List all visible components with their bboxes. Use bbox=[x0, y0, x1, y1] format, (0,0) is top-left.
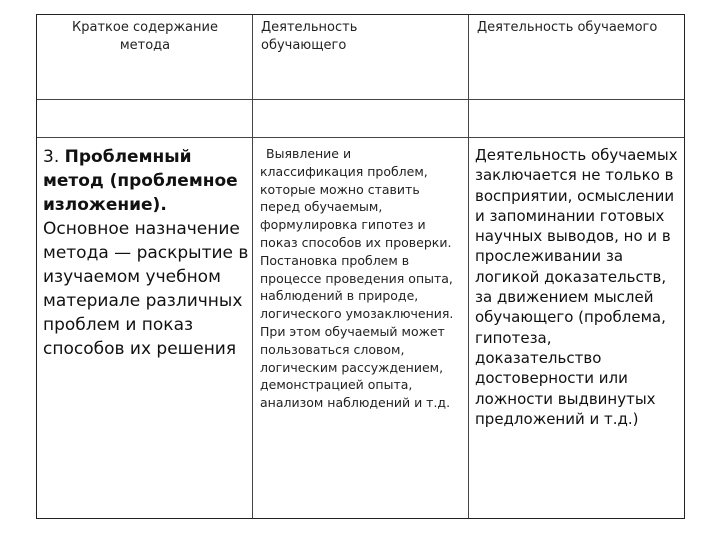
method-description bbox=[43, 145, 249, 361]
learner-activity-text: Деятельность обучаемых заключается не только в восприятии, осмыслении и запоминании готовых научных выводов, но и в прослеживании за логикой доказательств, за движением мыслей обучающего (проблема, гипотеза, доказательство достоверности или ложности выдвинутых предложений и т.д.) bbox=[475, 146, 678, 428]
method-title: Проблемный метод (проблемное изложение). bbox=[43, 147, 238, 215]
header-learner-activity: Деятельность обучаемого bbox=[477, 20, 658, 35]
row-divider bbox=[37, 137, 684, 138]
header-method-summary: Краткое содержание метода bbox=[72, 20, 218, 53]
method-purpose: Основное назначение метода — раскрытие в изучаемом учебном материале различных проблем и показ способов их решения bbox=[43, 219, 249, 359]
column-divider bbox=[252, 15, 253, 518]
method-number: 3. bbox=[43, 147, 60, 167]
column-divider bbox=[468, 15, 469, 518]
methods-table bbox=[36, 14, 685, 519]
row-divider bbox=[37, 99, 684, 100]
teacher-activity-text: Выявление и классификация проблем, которые можно ставить перед обучаемым, формулировка гипотез и показ способов их проверки. Постановка проблем в процессе проведения опыта, наблюдений в природе, логического умозаключения. При этом обучаемый может пользоваться словом, логическим рассуждением, демонстрацией опыта, анализом наблюдений и т.д. bbox=[260, 146, 454, 411]
header-teacher-activity: Деятельность обучающего bbox=[261, 20, 358, 53]
